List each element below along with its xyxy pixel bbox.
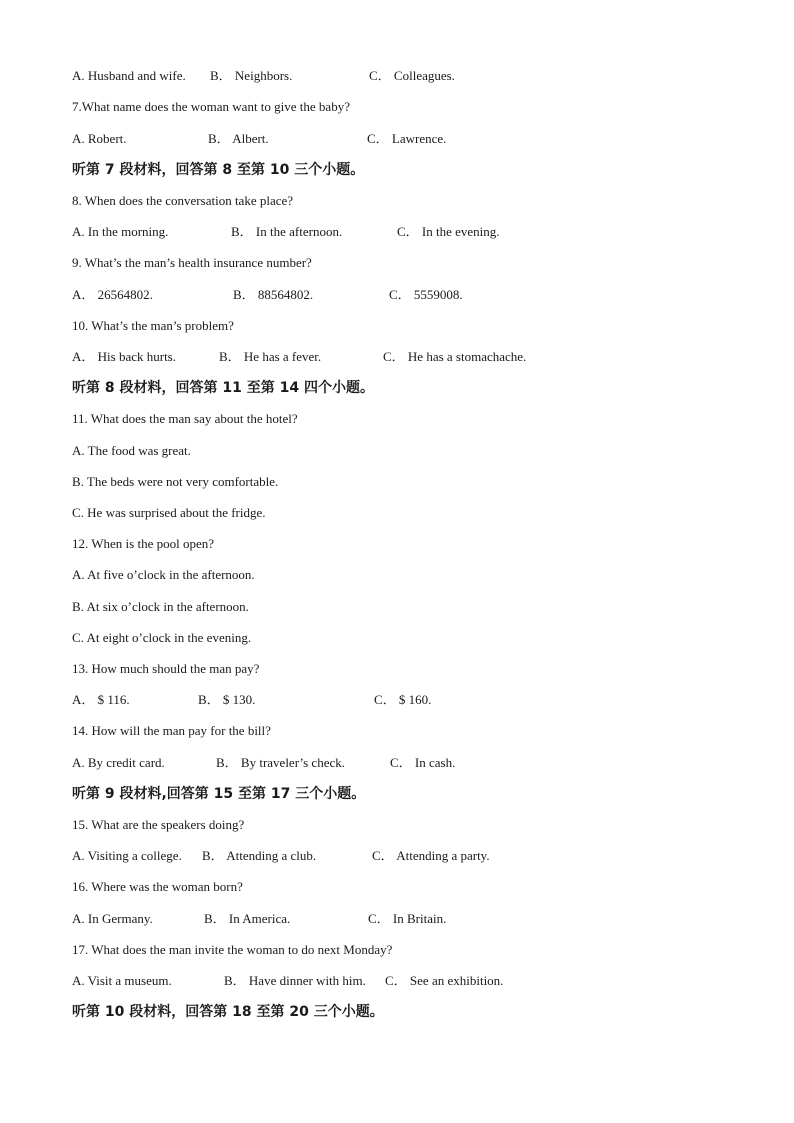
q6-option-b: B． Neighbors.	[210, 68, 293, 83]
q7-option-a: A. Robert.	[72, 131, 127, 146]
q16-option-c: C． In Britain.	[368, 911, 447, 926]
q15-question: 15. What are the speakers doing?	[72, 817, 245, 832]
q9-option-c: C． 5559008.	[389, 287, 463, 302]
q14-question: 14. How will the man pay for the bill?	[72, 723, 271, 738]
q15-option-c: C． Attending a party.	[372, 848, 490, 863]
q14-option-c: C． In cash.	[390, 755, 456, 770]
q6-option-a: A. Husband and wife.	[72, 68, 186, 83]
q17-option-b: B． Have dinner with him.	[224, 973, 366, 988]
q16-question: 16. Where was the woman born?	[72, 879, 243, 894]
q16-option-a: A. In Germany.	[72, 911, 153, 926]
q9-question: 9. What’s the man’s health insurance number?	[72, 255, 312, 270]
q10-option-b: B． He has a fever.	[219, 349, 322, 364]
q13-option-c: C． $ 160.	[374, 692, 432, 707]
q16-option-b: B． In America.	[204, 911, 291, 926]
q12-option-b: B. At six o’clock in the afternoon.	[72, 599, 249, 614]
q17-question: 17. What does the man invite the woman to do next Monday?	[72, 942, 393, 957]
q15-option-a: A. Visiting a college.	[72, 848, 182, 863]
q17-option-a: A. Visit a museum.	[72, 973, 172, 988]
q10-option-c: C． He has a stomachache.	[383, 349, 527, 364]
q14-option-a: A. By credit card.	[72, 755, 165, 770]
q9-option-b: B． 88564802.	[233, 287, 314, 302]
q15-option-b: B． Attending a club.	[202, 848, 317, 863]
q11-question: 11. What does the man say about the hotel?	[72, 411, 298, 426]
q6-option-c: C． Colleagues.	[369, 68, 455, 83]
q10-question: 10. What’s the man’s problem?	[72, 318, 234, 333]
section-10-heading: 听第 10 段材料，回答第 18 至第 20 三个小题。	[72, 1004, 384, 1020]
q8-option-b: B． In the afternoon.	[231, 224, 343, 239]
q8-question: 8. When does the conversation take place?	[72, 193, 294, 208]
section-8-heading: 听第 8 段材料，回答第 11 至第 14 四个小题。	[72, 380, 374, 396]
q13-option-a: A． $ 116.	[72, 692, 130, 707]
q7-option-b: B． Albert.	[208, 131, 269, 146]
q11-option-a: A. The food was great.	[72, 443, 191, 458]
q8-option-a: A. In the morning.	[72, 224, 169, 239]
q12-option-c: C. At eight o’clock in the evening.	[72, 630, 252, 645]
q12-option-a: A. At five o’clock in the afternoon.	[72, 567, 255, 582]
q11-option-c: C. He was surprised about the fridge.	[72, 505, 266, 520]
q12-question: 12. When is the pool open?	[72, 536, 215, 551]
q7-question: 7.What name does the woman want to give the baby?	[72, 99, 350, 114]
q7-option-c: C． Lawrence.	[367, 131, 447, 146]
q13-question: 13. How much should the man pay?	[72, 661, 260, 676]
q13-option-b: B． $ 130.	[198, 692, 256, 707]
section-7-heading: 听第 7 段材料，回答第 8 至第 10 三个小题。	[72, 162, 365, 178]
q11-option-b: B. The beds were not very comfortable.	[72, 474, 279, 489]
q8-option-c: C． In the evening.	[397, 224, 500, 239]
section-9-heading: 听第 9 段材料,回答第 15 至第 17 三个小题。	[72, 786, 366, 802]
q17-option-c: C． See an exhibition.	[385, 973, 504, 988]
q9-option-a: A． 26564802.	[72, 287, 153, 302]
q10-option-a: A． His back hurts.	[72, 349, 176, 364]
q14-option-b: B． By traveler’s check.	[216, 755, 345, 770]
